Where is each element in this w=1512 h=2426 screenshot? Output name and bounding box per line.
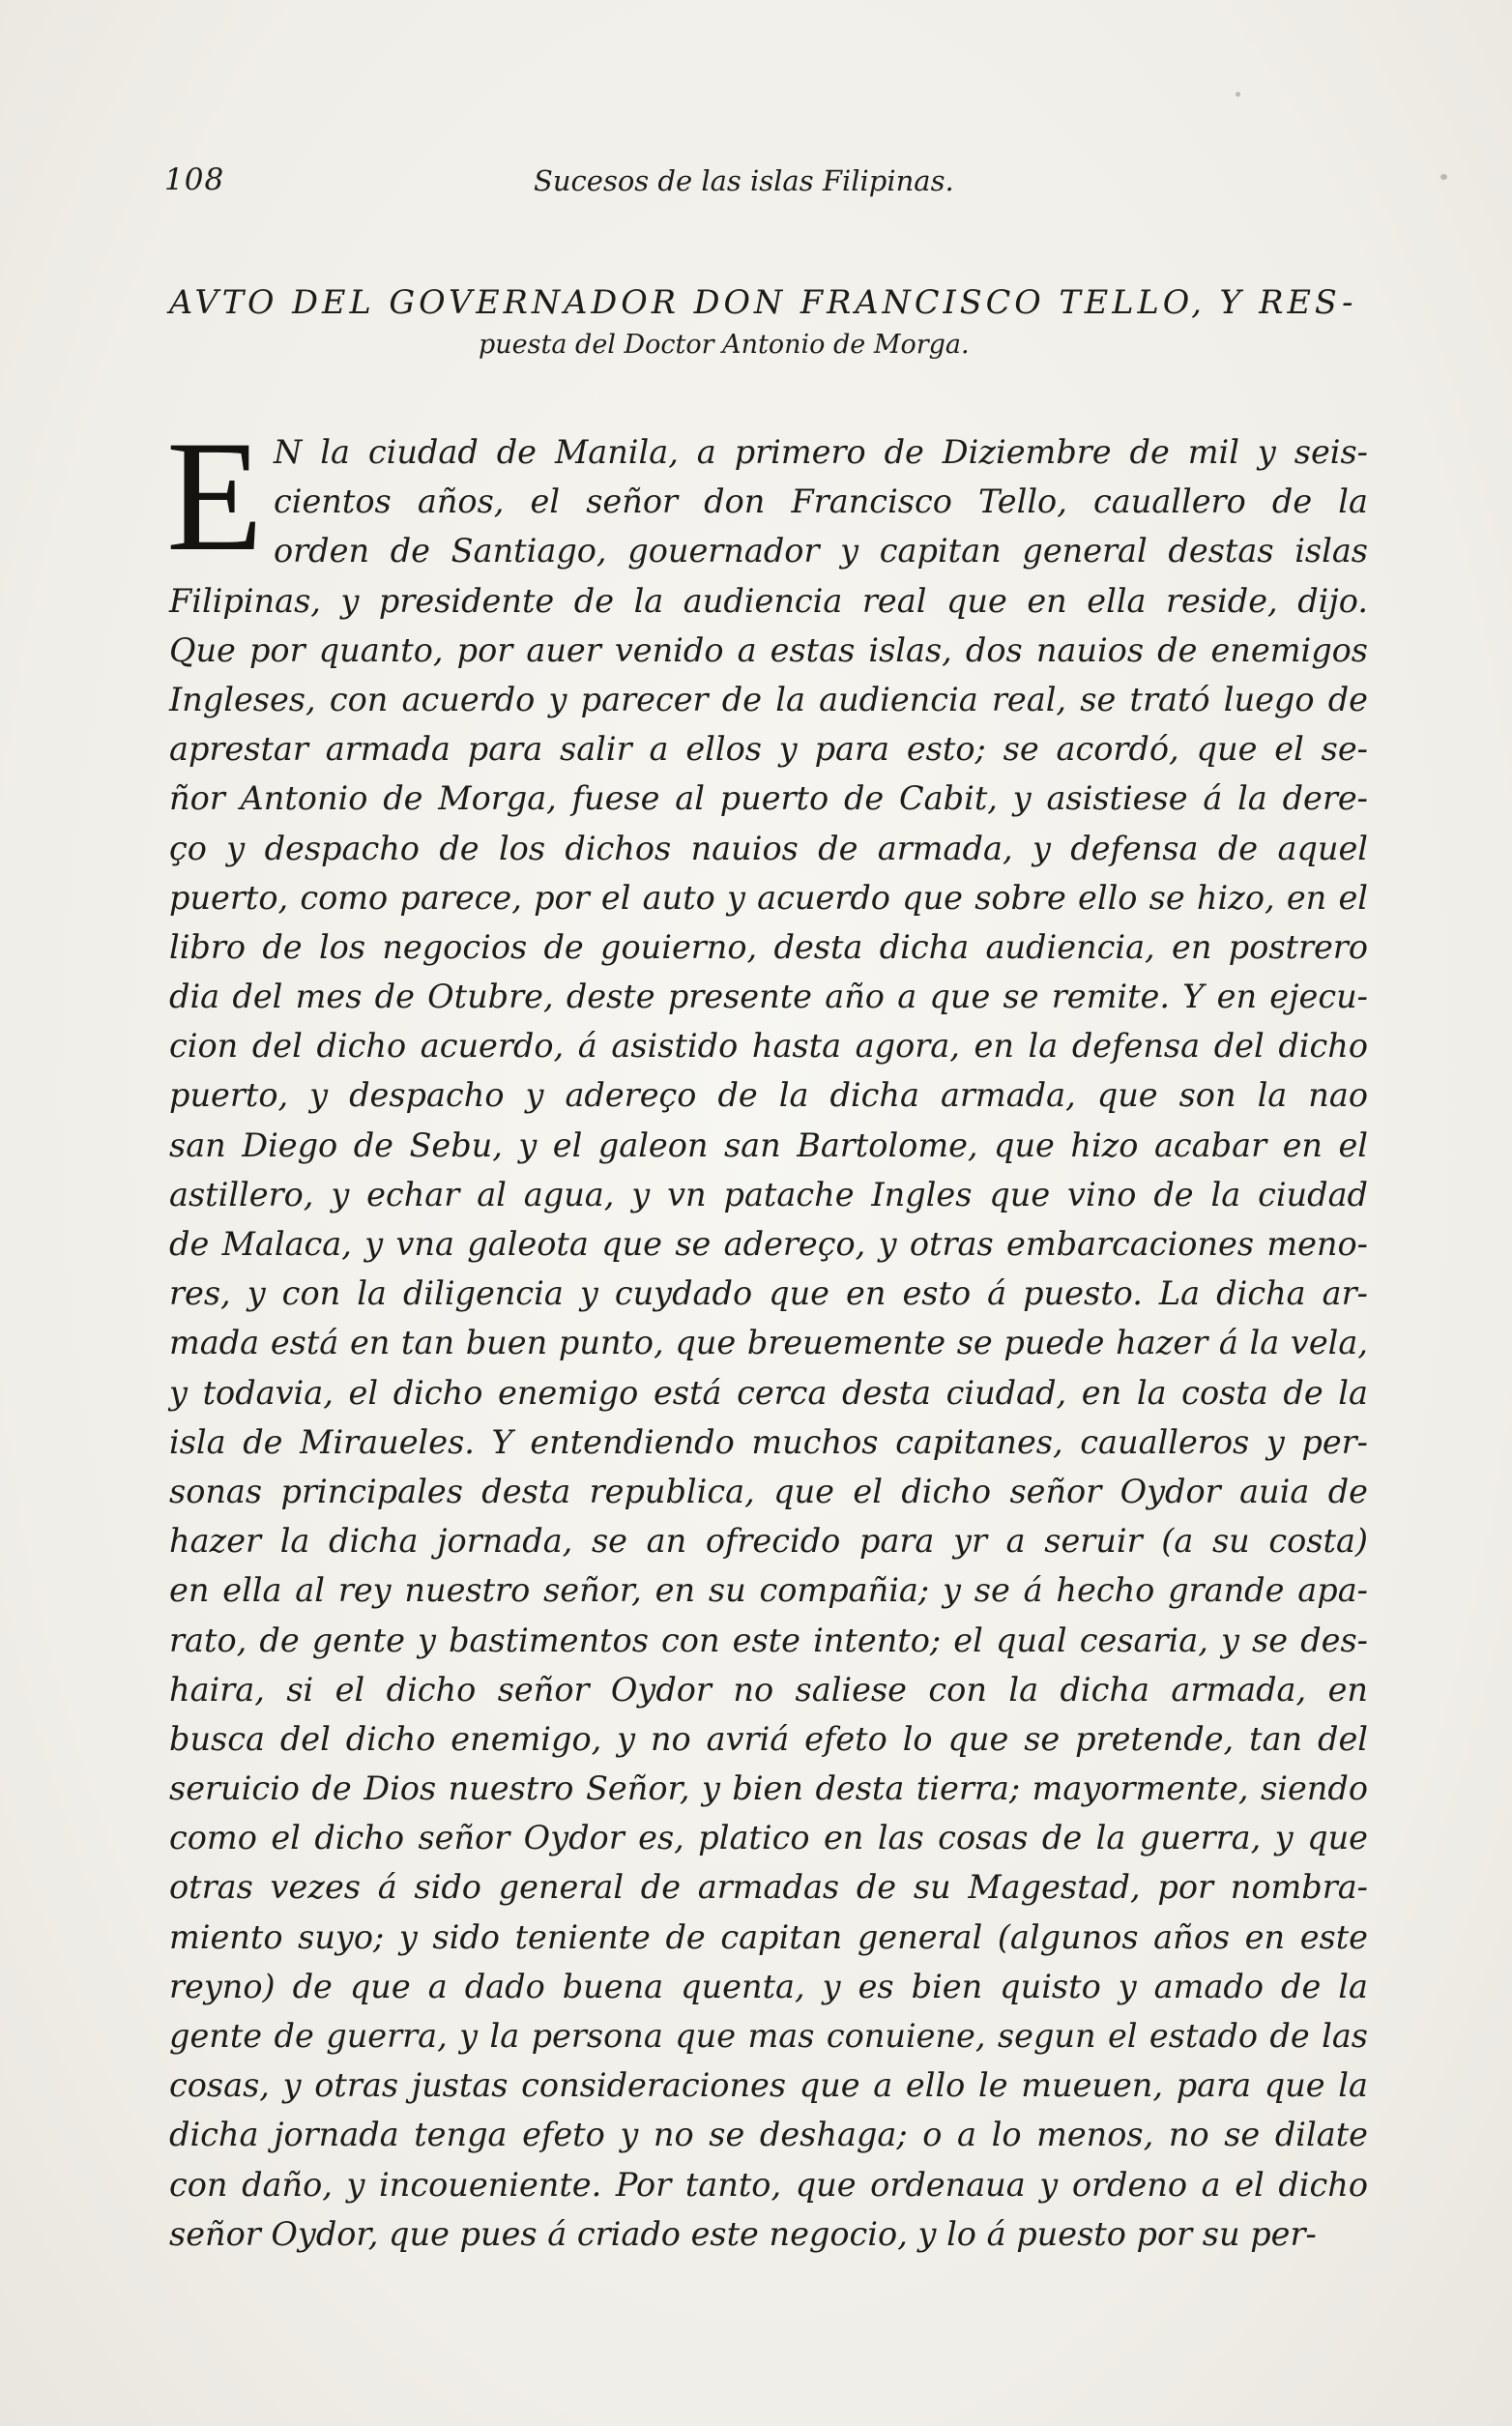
text-line: busca del dicho enemigo, y no avriá efeto lo que se pretende, tan del bbox=[169, 1719, 1368, 1758]
text-line: puerto, como parece, por el auto y acuerdo que sobre ello se hizo, en el bbox=[169, 878, 1368, 917]
text-line: ñor Antonio de Morga, fuese al puerto de Cabit, y asistiese á la dere- bbox=[169, 779, 1368, 818]
text-line: san Diego de Sebu, y el galeon san Bartolome, que hizo acabar en el bbox=[169, 1125, 1368, 1164]
heading-line-1: AVTO DEL GOVERNADOR DON FRANCISCO TELLO, Y RES- bbox=[169, 283, 1357, 321]
text-line: dia del mes de Otubre, deste presente año a que se remite. Y en ejecu- bbox=[169, 978, 1368, 1016]
body-text bbox=[169, 427, 1368, 2259]
text-line: haira, si el dicho señor Oydor no saliese con la dicha armada, en bbox=[169, 1670, 1368, 1709]
scan-speck bbox=[1440, 174, 1447, 180]
text-line: libro de los negocios de gouierno, desta dicha audiencia, en postrero bbox=[169, 927, 1368, 966]
section-heading bbox=[169, 280, 1358, 365]
text-line: de Malaca, y vna galeota que se adereço, y otras embarcaciones meno- bbox=[169, 1225, 1368, 1263]
text-line: reyno) de que a dado buena quenta, y es bien quisto y amado de la bbox=[169, 1967, 1368, 2005]
text-line: Filipinas, y presidente de la audiencia real que en ella reside, dijo. bbox=[169, 581, 1368, 620]
text-line: sonas principales desta republica, que el dicho señor Oydor auia de bbox=[169, 1472, 1368, 1510]
text-line: aprestar armada para salir a ellos y para esto; se acordó, que el se- bbox=[169, 730, 1368, 769]
text-line: como el dicho señor Oydor es, platico en las cosas de la guerra, y que bbox=[169, 1819, 1368, 1857]
text-line: N la ciudad de Manila, a primero de Diziembre de mil y seis- bbox=[274, 433, 1368, 471]
text-line: dicha jornada tenga efeto y no se deshaga; o a lo menos, no se dilate bbox=[169, 2116, 1368, 2154]
text-line: rato, de gente y bastimentos con este intento; el qual cesaria, y se des- bbox=[169, 1621, 1368, 1659]
running-title: Sucesos de las islas Filipinas. bbox=[534, 164, 954, 197]
text-line: puerto, y despacho y adereço de la dicha armada, que son la nao bbox=[169, 1076, 1368, 1115]
text-line: gente de guerra, y la persona que mas conuiene, segun el estado de las bbox=[169, 2017, 1368, 2055]
drop-cap: E bbox=[166, 409, 264, 584]
page-number: 108 bbox=[164, 162, 225, 197]
text-line: Ingleses, con acuerdo y parecer de la audiencia real, se trató luego de bbox=[169, 680, 1368, 718]
text-line: Que por quanto, por auer venido a estas islas, dos nauios de enemigos bbox=[169, 630, 1368, 669]
text-line: en ella al rey nuestro señor, en su compañia; y se á hecho grande apa- bbox=[169, 1571, 1368, 1610]
text-line: señor Oydor, que pues á criado este negocio, y lo á puesto por su per- bbox=[169, 2214, 1317, 2253]
text-line: cion del dicho acuerdo, á asistido hasta agora, en la defensa del dicho bbox=[169, 1027, 1368, 1066]
text-line: otras vezes á sido general de armadas de su Magestad, por nombra- bbox=[169, 1868, 1368, 1907]
text-line: miento suyo; y sido teniente de capitan general (algunos años en este bbox=[169, 1917, 1368, 1956]
text-line: mada está en tan buen punto, que breuemente se puede hazer á la vela, bbox=[169, 1324, 1368, 1362]
text-line: astillero, y echar al agua, y vn patache Ingles que vino de la ciudad bbox=[169, 1175, 1368, 1213]
text-line: cientos años, el señor don Francisco Tello, cauallero de la bbox=[274, 482, 1368, 521]
text-line: cosas, y otras justas consideraciones que a ello le mueuen, para que la bbox=[169, 2066, 1368, 2105]
text-line: ço y despacho de los dichos nauios de armada, y defensa de aquel bbox=[169, 829, 1368, 867]
text-line: y todavia, el dicho enemigo está cerca desta ciudad, en la costa de la bbox=[169, 1373, 1368, 1412]
text-line: con daño, y incoueniente. Por tanto, que ordenaua y ordeno a el dicho bbox=[169, 2165, 1368, 2204]
heading-line-2: puesta del Doctor Antonio de Morga. bbox=[479, 330, 970, 360]
text-line: isla de Miraueles. Y entendiendo muchos capitanes, caualleros y per- bbox=[169, 1422, 1368, 1461]
text-line: orden de Santiago, gouernador y capitan general destas islas bbox=[274, 532, 1368, 570]
scan-speck bbox=[1236, 92, 1240, 97]
running-head bbox=[164, 162, 1363, 201]
text-line: hazer la dicha jornada, se an ofrecido para yr a seruir (a su costa) bbox=[169, 1522, 1368, 1561]
text-line: seruicio de Dios nuestro Señor, y bien desta tierra; mayormente, siendo bbox=[169, 1769, 1368, 1808]
text-line: res, y con la diligencia y cuydado que en esto á puesto. La dicha ar- bbox=[169, 1274, 1368, 1313]
